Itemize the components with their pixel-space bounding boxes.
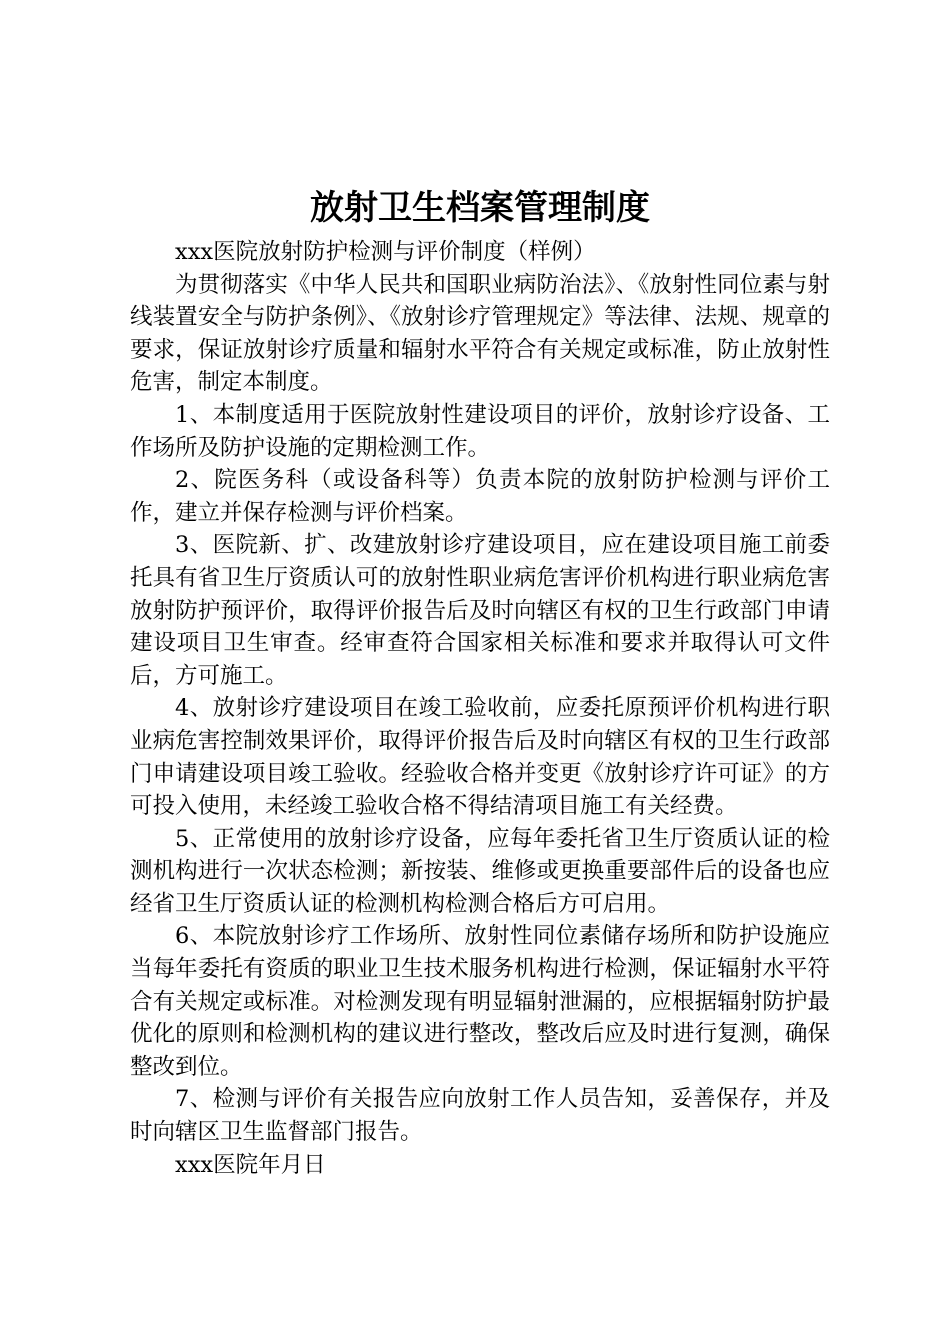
intro-paragraph: 为贯彻落实《中华人民共和国职业病防治法》、《放射性同位素与射线装置安全与防护条例》、《放射诊疗管理规定》等法律、法规、规章的要求，保证放射诊疗质量和辐射水平符合有关规定或标准，防止放射性危害，制定本制度。 — [130, 271, 830, 396]
subtitle-paragraph: xxx医院放射防护检测与评价制度（样例） — [175, 239, 596, 265]
document-body — [130, 236, 830, 1181]
document-title: 放射卫生档案管理制度 — [310, 188, 650, 228]
document-page — [130, 182, 830, 1181]
clause-5-paragraph: 5、正常使用的放射诊疗设备，应每年委托省卫生厅资质认证的检测机构进行一次状态检测；新按装、维修或更换重要部件后的设备也应经省卫生厅资质认证的检测机构检测合格后方可启用。 — [130, 825, 830, 917]
clause-6-paragraph: 6、本院放射诊疗工作场所、放射性同位素储存场所和防护设施应当每年委托有资质的职业卫生技术服务机构进行检测，保证辐射水平符合有关规定或标准。对检测发现有明显辐射泄漏的，应根据辐射防护最优化的原则和检测机构的建议进行整改，整改后应及时进行复测，确保整改到位。 — [130, 923, 830, 1080]
clause-7-paragraph: 7、检测与评价有关报告应向放射工作人员告知，妥善保存，并及时向辖区卫生监督部门报告。 — [130, 1086, 830, 1146]
clause-2-paragraph: 2、院医务科（或设备科等）负责本院的放射防护检测与评价工作，建立并保存检测与评价档案。 — [130, 467, 830, 526]
signature-date-line: xxx医院年月日 — [175, 1151, 326, 1178]
clause-4-paragraph: 4、放射诊疗建设项目在竣工验收前，应委托原预评价机构进行职业病危害控制效果评价，取得评价报告后及时向辖区有权的卫生行政部门申请建设项目竣工验收。经验收合格并变更《放射诊疗许可证》的方可投入使用，未经竣工验收合格不得结清项目施工有关经费。 — [130, 695, 830, 820]
clause-1-paragraph: 1、本制度适用于医院放射性建设项目的评价，放射诊疗设备、工作场所及防护设施的定期检测工作。 — [130, 401, 830, 461]
clause-3-paragraph: 3、医院新、扩、改建放射诊疗建设项目，应在建设项目施工前委托具有省卫生厅资质认可的放射性职业病危害评价机构进行职业病危害放射防护预评价，取得评价报告后及时向辖区有权的卫生行政部门申请建设项目卫生审查。经审查符合国家相关标准和要求并取得认可文件后，方可施工。 — [130, 532, 830, 689]
